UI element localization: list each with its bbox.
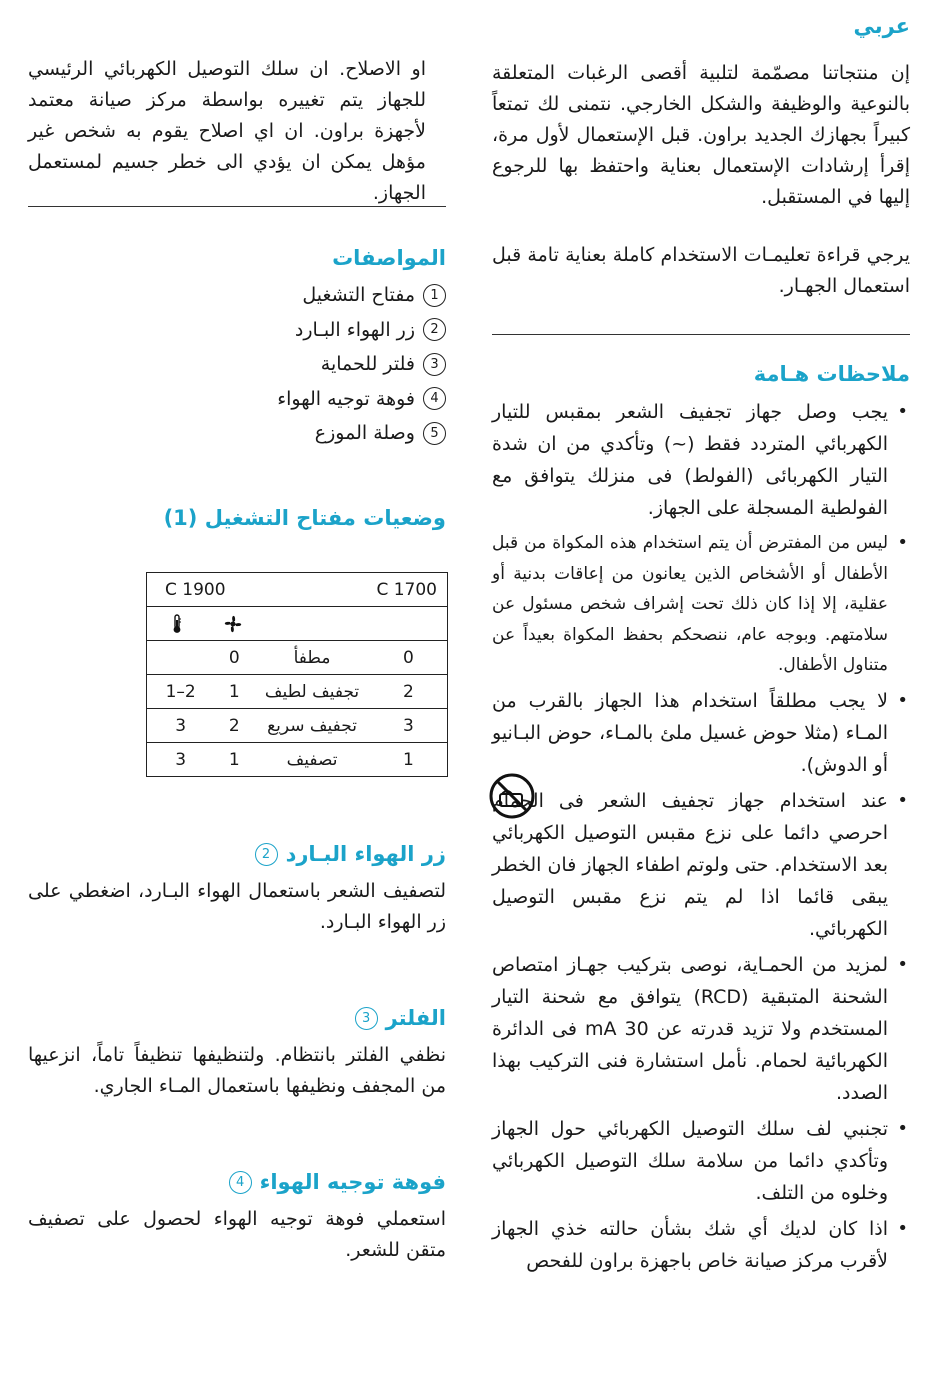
filter-title: الفلتر: [385, 1006, 446, 1030]
number-badge: 3: [423, 353, 446, 376]
intro-paragraph: إن منتجاتنا مصمّمة لتلبية أقصى الرغبات المتعلقة بالنوعية والوظيفة والشكل الخارجي. نتمنى لك تمتعاً كبيراً بجهازك الجديد براون. قبل الإستعمال لأول مرة، إقرأ إرشادات الإستعمال بعناية واحتفظ بها للرجوع إليها في المستقبل.: [492, 62, 910, 208]
number-badge: 4: [423, 387, 446, 410]
model-c1700: C 1700: [254, 573, 447, 607]
divider: [492, 334, 910, 335]
setting-cell: 0: [370, 641, 448, 675]
note-item: • ليس من المفترض أن يتم استخدام هذه المكواة من قبل الأطفال أو الأشخاص الذين يعانون من إعاقات بدنية أو عقلية، إلا إذا كان ذلك تحت إشراف شخص مسئول عن سلامتهم. وبوجه عام، ننصحكم بحفظ المكواة بعيداً عن متناول الأطفال.: [492, 528, 910, 681]
number-badge: 2: [423, 318, 446, 341]
model-c1900: C 1900: [147, 573, 255, 607]
number-badge: 3: [355, 1007, 378, 1030]
feature-item: [277, 416, 446, 451]
language-title: عربي: [853, 14, 910, 38]
table-row: [147, 641, 448, 675]
number-badge: 4: [229, 1171, 252, 1194]
mode-cell: تصفيف: [254, 743, 370, 777]
no-water-warning-icon: [488, 772, 536, 820]
nozzle-heading: [229, 1170, 446, 1194]
note-item: • تجنبي لف سلك التوصيل الكهربائي حول الجهاز وتأكدي دائما من سلامة سلك التوصيل الكهربائي وخلوه من التلف.: [492, 1113, 910, 1209]
setting-cell: 1: [370, 743, 448, 777]
feature-label: زر الهواء البـارد: [294, 318, 415, 341]
nozzle-title: فوهة توجيه الهواء: [259, 1170, 446, 1194]
temp-cell: 3: [147, 743, 215, 777]
mode-cell: تجفيف لطيف: [254, 675, 370, 709]
notes-title: ملاحظات هـامة: [753, 362, 910, 386]
note-item: [492, 685, 910, 781]
thermometer-icon: [171, 614, 183, 634]
note-item: • عند استخدام جهاز تجفيف الشعر فى الحمام احرصي دائما على نزع مقبس التوصيل الكهربائي بعد الاستخدام. حتى ولوتم اطفاء الجهاز فان الخطر يبقى قائما اذا لم يتم نزع مقبس التوصيل الكهربائي.: [492, 785, 910, 945]
feature-label: مفتاح التشغيل: [302, 284, 415, 306]
note-item: • اذا كان لديك أي شك بشأن حالته خذي الجهاز لأقرب مركز صيانة خاص باجهزة براون للفحص: [492, 1213, 910, 1277]
feature-item: [277, 382, 446, 417]
filter-text: نظفي الفلتر بانتظام. ولتنظيفها تنظيفاً تاماً، انزعيها من المجفف ونظيفها باستعمال المـاء الجاري.: [28, 1044, 446, 1097]
setting-cell: 3: [370, 709, 448, 743]
cool-shot-text: لتصفيف الشعر باستعمال الهواء البـارد، اضغطي على زر الهواء البـارد.: [28, 880, 446, 933]
feature-label: فلتر للحماية: [320, 353, 415, 375]
features-list: [277, 278, 446, 451]
temp-cell: [147, 641, 215, 675]
number-badge: 5: [423, 422, 446, 445]
note-item: • يجب وصل جهاز تجفيف الشعر بمقبس للتيار الكهربائي المتردد فقط (~) وتأكدي من ان شدة التيار الكهربائى (الفولط) فى منزلك يتوافق مع الفولطية المسجلة على الجهاز.: [492, 396, 910, 524]
number-badge: 1: [423, 284, 446, 307]
feature-item: [277, 347, 446, 382]
filter-heading: [355, 1006, 446, 1030]
feature-item: [277, 313, 446, 348]
switch-positions-table: [146, 572, 448, 777]
feature-label: فوهة توجيه الهواء: [277, 387, 415, 410]
temp-cell: 1–2: [147, 675, 215, 709]
fan-cell: 2: [214, 709, 254, 743]
table-row: [147, 709, 448, 743]
number-badge: 2: [255, 843, 278, 866]
repair-paragraph: او الاصلاح. ان سلك التوصيل الكهربائي الرئيسي للجهاز يتم تغييره بواسطة مركز صيانة معتمد لأجهزة براون. ان اي اصلاح يقوم به شخص غير مؤهل يمكن ان يؤدي الى خطر جسيم لمستعمل الجهاز.: [28, 58, 426, 204]
table-row: [147, 675, 448, 709]
fan-cell: 1: [214, 743, 254, 777]
cool-shot-title: زر الهواء البـارد: [285, 842, 446, 866]
notes-list: [492, 396, 910, 1281]
temp-cell: 3: [147, 709, 215, 743]
feature-label: وصلة الموزع: [314, 422, 415, 444]
switch-positions-title: وضعيات مفتاح التشغيل (1): [163, 506, 446, 530]
mode-cell: مطفأ: [254, 641, 370, 675]
mode-cell: تجفيف سريع: [254, 709, 370, 743]
fan-icon: [221, 612, 245, 636]
nozzle-text: استعملي فوهة توجيه الهواء لحصول على تصفيف متقن للشعر.: [28, 1208, 446, 1261]
cool-shot-heading: [255, 842, 446, 866]
specs-title: المواصفات: [332, 246, 446, 270]
note-text: • لا يجب مطلقاً استخدام هذا الجهاز بالقرب من المـاء (مثلا حوض غسيل ملئ بالمـاء، حوض البـانيو أو الدوش).: [492, 689, 888, 776]
feature-item: [277, 278, 446, 313]
read-instructions-paragraph: يرجي قراءة تعليمـات الاستخدام كاملة بعناية تامة قبل استعمال الجهـار.: [492, 244, 910, 297]
setting-cell: 2: [370, 675, 448, 709]
table-header-row: [147, 573, 448, 607]
table-icon-row: [147, 607, 448, 641]
table-row: [147, 743, 448, 777]
note-item: • لمزيد من الحمـاية، نوصى بتركيب جهـاز امتصاص الشحنة المتبقية (RCD) يتوافق مع شحنة التيار المستخدم ولا تزيد قدرته عن 30 mA فى الدائرة الكهربائية لحمام. نأمل استشارة فنى التركيب بهذا الصدد.: [492, 949, 910, 1109]
divider: [28, 206, 446, 207]
fan-cell: 0: [214, 641, 254, 675]
fan-cell: 1: [214, 675, 254, 709]
